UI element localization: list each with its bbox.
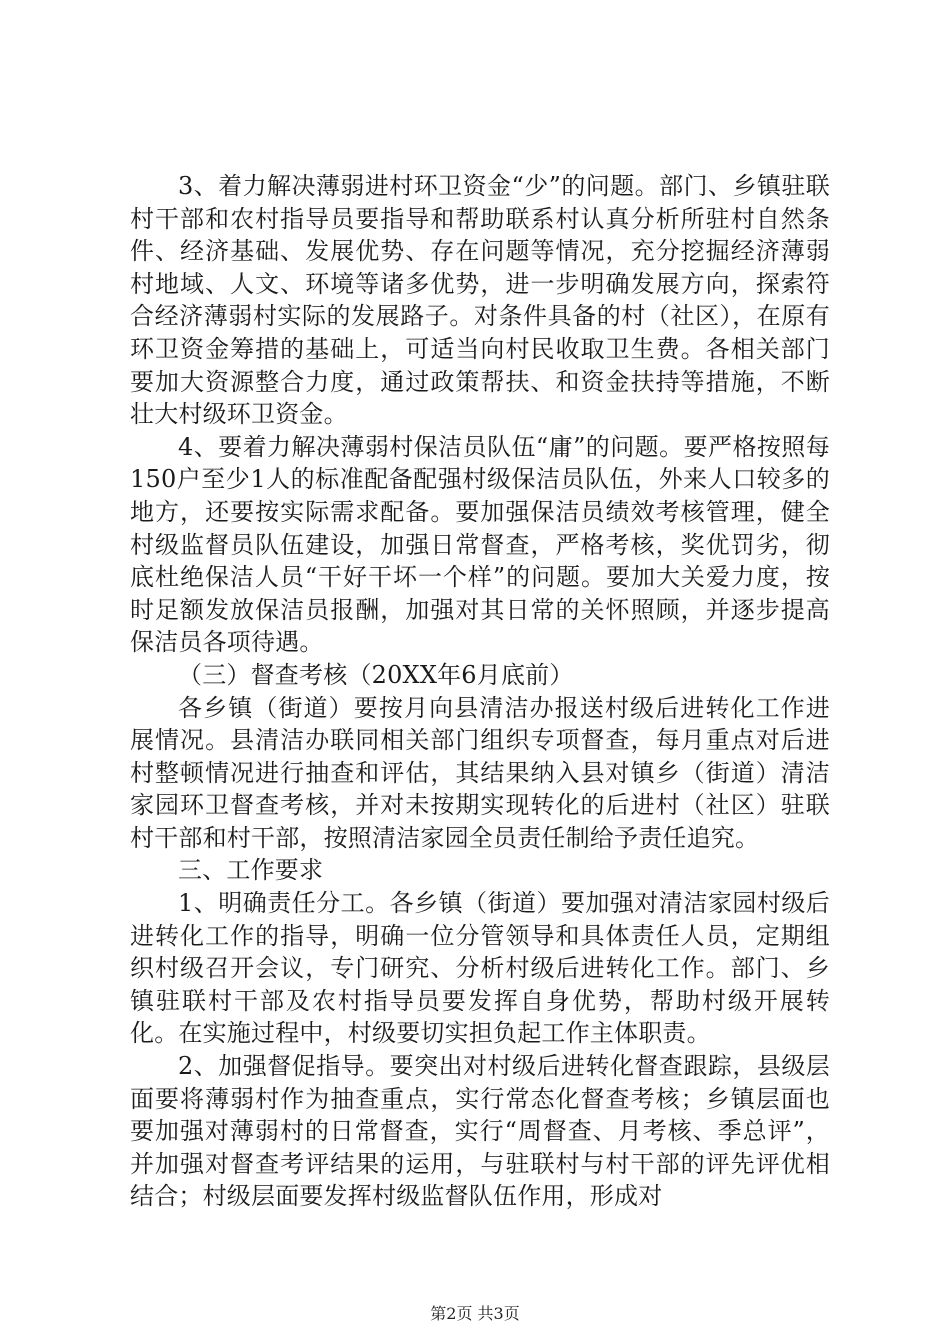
paragraph-funding: 3、着力解决薄弱进村环卫资金“少”的问题。部门、乡镇驻联村干部和农村指导员要指导和帮助联系村认真分析所驻村自然条件、经济基础、发展优势、存在问题等情况，充分挖掘经济薄弱村地域、人文、环境等诸多优势，进一步明确发展方向，探索符合经济薄弱村实际的发展路子。对条件具备的村（社区），在原有环卫资金筹措的基础上，可适当向村民收取卫生费。各相关部门要加大资源整合力度，通过政策帮扶、和资金扶持等措施，不断壮大村级环卫资金。 xyxy=(130,172,830,429)
paragraph-responsibility: 1、明确责任分工。各乡镇（街道）要加强对清洁家园村级后进转化工作的指导，明确一位分管领导和具体责任人员，定期组织村级召开会议，专门研究、分析村级后进转化工作。部门、乡镇驻联村干部及农村指导员要发挥自身优势，帮助村级开展转化。在实施过程中，村级要切实担负起工作主体职责。 xyxy=(130,889,830,1048)
paragraph-supervision: 2、加强督促指导。要突出对村级后进转化督查跟踪，县级层面要将薄弱村作为抽查重点，实行常态化督查考核；乡镇层面也要加强对薄弱村的日常督查，实行“周督查、月考核、季总评”，并加强对督查考评结果的运用，与驻联村与村干部的评先评优相结合；村级层面要发挥村级监督队伍作用，形成对 xyxy=(130,1052,830,1211)
paragraph-inspection: 各乡镇（街道）要按月向县清洁办报送村级后进转化工作进展情况。县清洁办联同相关部门组织专项督查，每月重点对后进村整顿情况进行抽查和评估，其结果纳入县对镇乡（街道）清洁家园环卫督查考核，并对未按期实现转化的后进村（社区）驻联村干部和村干部，按照清洁家园全员责任制给予责任追究。 xyxy=(130,693,830,852)
section-heading-requirements: 三、工作要求 xyxy=(178,856,324,885)
document-body xyxy=(130,170,830,1213)
page-footer: 第2页 共3页 xyxy=(430,1304,520,1323)
paragraph-cleaning-staff: 4、要着力解决薄弱村保洁员队伍“庸”的问题。要严格按照每150户至少1人的标准配备配强村级保洁员队伍，外来人口较多的地方，还要按实际需求配备。要加强保洁员绩效考核管理，健全村级监督员队伍建设，加强日常督查，严格考核，奖优罚劣，彻底杜绝保洁人员“干好干坏一个样”的问题。要加大关爱力度，按时足额发放保洁员报酬，加强对其日常的关怀照顾，并逐步提高保洁员各项待遇。 xyxy=(130,432,830,657)
section-heading-inspection: （三）督查考核（20XX年6月底前） xyxy=(178,660,574,689)
